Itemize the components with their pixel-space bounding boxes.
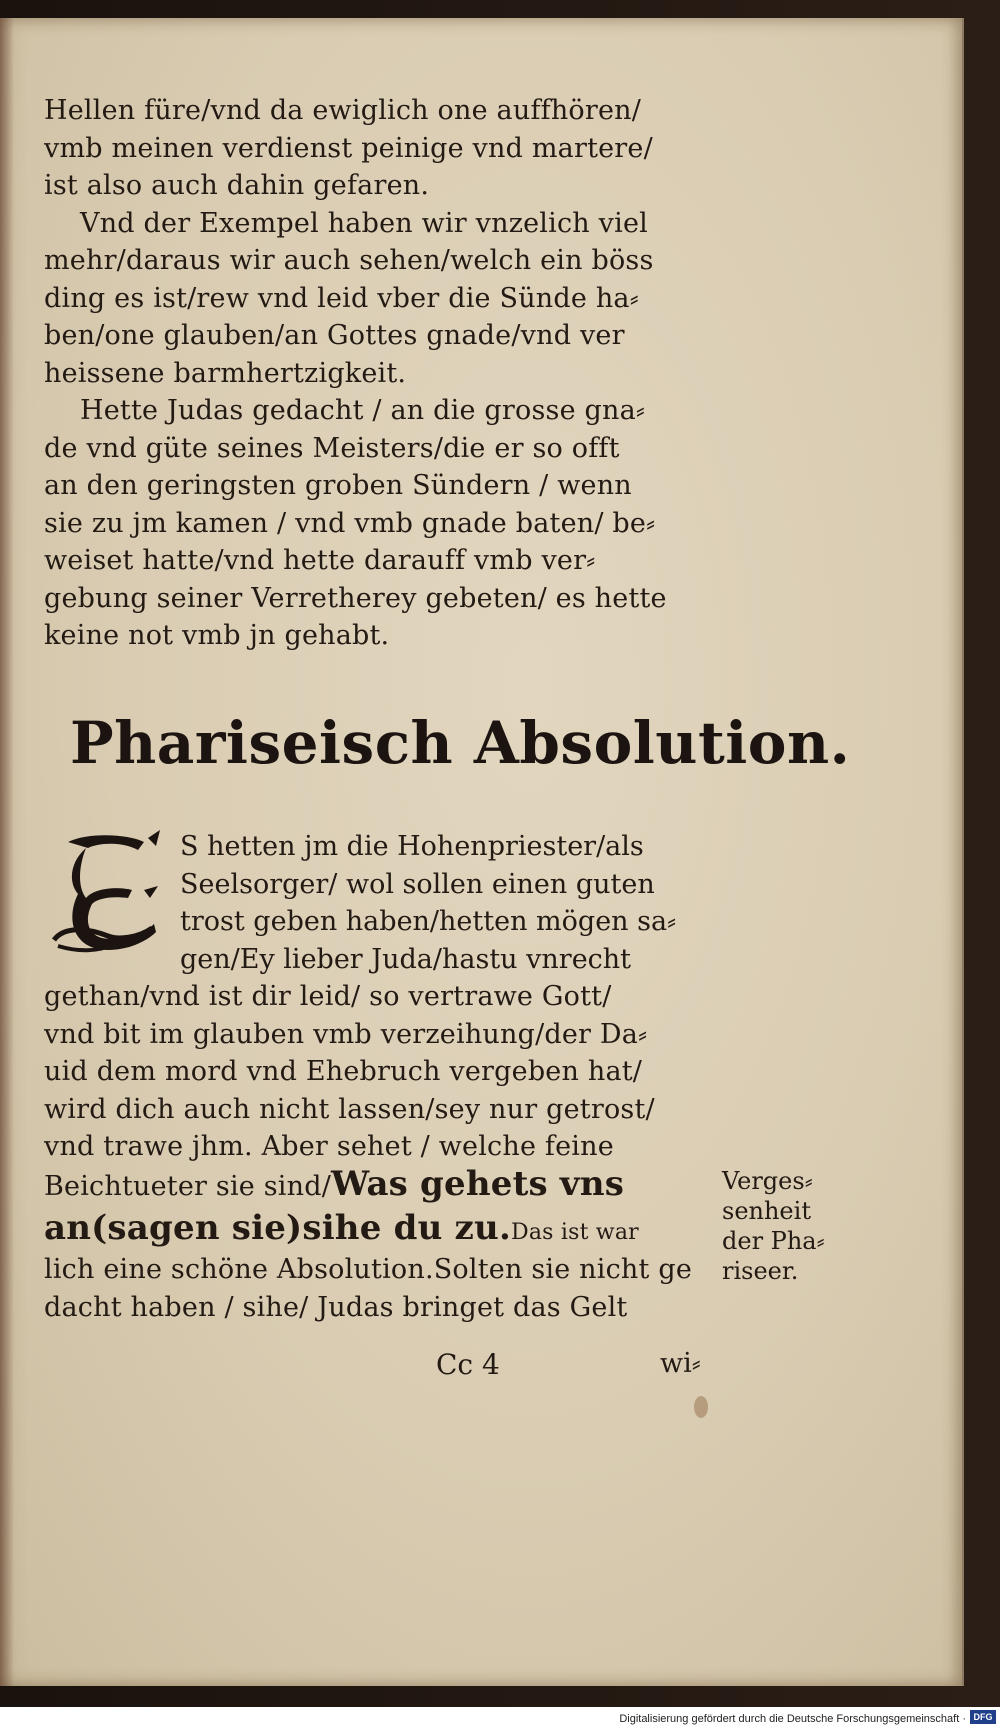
text-line: Hellen füre/vnd da ewiglich one auffhören/ [44, 95, 642, 126]
dfg-logo-icon: DFG [970, 1710, 996, 1724]
text-line: vmb meinen verdienst peinige vnd martere/ [44, 132, 653, 164]
emphasis-line-2 [44, 1207, 724, 1252]
text-line: gebung seiner Verretherey gebeten/ es hette [44, 582, 667, 614]
text-line: weiset hatte/vnd hette darauff vmb ver⸗ [44, 545, 596, 576]
text-line: uid dem mord vnd Ehebruch vergeben hat/ [44, 1056, 643, 1087]
marginal-line: der Pha⸗ [722, 1227, 825, 1255]
text-line: Vnd der Exempel haben wir vnzelich viel [80, 207, 648, 239]
initial-paragraph-lines [180, 828, 724, 978]
footer-credit: Digitalisierung gefördert durch die Deutsche Forschungsgemeinschaft · [619, 1713, 966, 1725]
emphasis-text: Was gehets vns [331, 1164, 625, 1204]
text-line: ding es ist/rew vnd leid vber die Sünde ha⸗ [44, 282, 639, 314]
signature-mark: Cc 4 [436, 1348, 500, 1381]
text-line: an den geringsten groben Sündern / wenn [44, 470, 632, 501]
marginal-line: Verges⸗ [722, 1167, 813, 1195]
text-line-after-1: lich eine schöne Absolution.Solten sie nicht ge [44, 1254, 692, 1285]
emphasis-text-2: an(sagen sie)sihe du zu. [44, 1207, 511, 1248]
ink-stain [694, 1396, 708, 1418]
marginal-note [722, 1166, 825, 1286]
text-line: trost geben haben/hetten mögen sa⸗ [180, 906, 677, 937]
text-line: wird dich auch nicht lassen/sey nur getrost/ [44, 1093, 655, 1125]
marginal-line: senheit [722, 1197, 811, 1225]
text-block-top [44, 92, 724, 655]
emphasis-line-1 [44, 1166, 724, 1206]
text-line: S hetten jm die Hohenpriester/als [180, 831, 644, 862]
text-line: Hette Judas gedacht / an die grosse gna⸗ [80, 395, 646, 426]
text-line: ist also auch dahin gefaren. [44, 170, 430, 201]
text-line: gen/Ey lieber Juda/hastu vnrecht [180, 943, 632, 975]
text-line: vnd bit im glauben vmb verzeihung/der Da⸗ [44, 1018, 648, 1050]
text-line: sie zu jm kamen / vnd vmb gnade baten/ be⸗ [44, 507, 656, 539]
emphasis-lines [44, 1166, 724, 1326]
text-line: keine not vmb jn gehabt. [44, 620, 390, 651]
text-block-bottom [44, 978, 724, 1166]
decorated-initial-letter [48, 828, 166, 958]
text-run: Beichtueter sie sind/ [44, 1171, 332, 1202]
footer-bar [0, 1707, 1000, 1727]
text-run-small: Das ist war [511, 1219, 639, 1245]
section-heading: Phariseisch Absolution. [70, 709, 851, 777]
text-line: Seelsorger/ wol sollen einen guten [180, 868, 655, 900]
text-line: gethan/vnd ist dir leid/ so vertrawe Gott/ [44, 981, 612, 1012]
text-line: de vnd güte seines Meisters/die er so offt [44, 432, 620, 464]
marginal-line: riseer. [722, 1257, 799, 1285]
text-line: mehr/daraus wir auch sehen/welch ein böss [44, 245, 654, 276]
text-line: heissene barmhertzigkeit. [44, 357, 407, 389]
text-line: vnd trawe jhm. Aber sehet / welche feine [44, 1131, 614, 1162]
initial-paragraph [44, 828, 724, 978]
text-line-after-2: dacht haben / sihe/ Judas bringet das Gelt [44, 1291, 628, 1323]
book-page [0, 18, 964, 1686]
catchword: wi⸗ [660, 1348, 701, 1379]
text-line: ben/one glauben/an Gottes gnade/vnd ver [44, 320, 625, 351]
